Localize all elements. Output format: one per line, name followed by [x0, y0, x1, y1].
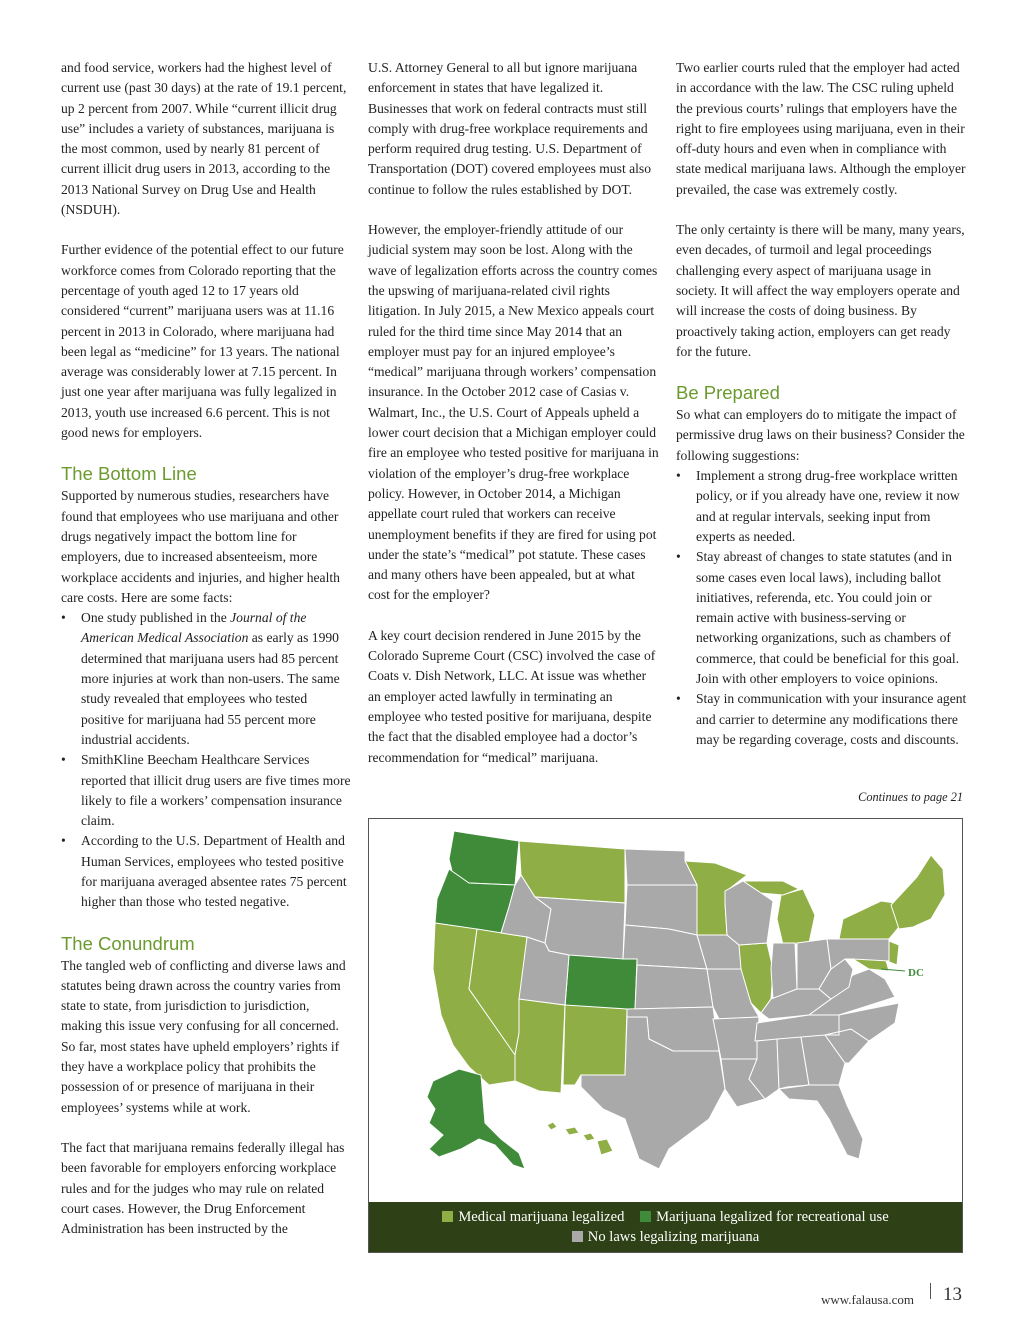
- state-new-mexico: [563, 1005, 627, 1085]
- paragraph: U.S. Attorney General to all but ignore marijuana enforcement in states that have legalized it. Businesses that work on federal contracts must still comply with drug-free workplace requirements and perform required drug testing. U.S. Department of Transportation (DOT) covered employees must also continue to follow the rules established by DOT.: [368, 60, 652, 197]
- list-item: • According to the U.S. Department of Health and Human Services, employees who tested positive for marijuana averaged absentee rates 75 percent higher than those who tested negative.: [61, 831, 353, 912]
- suggestions-list: [676, 466, 968, 750]
- legend-swatch-medical: [442, 1211, 453, 1222]
- state-florida: [779, 1085, 863, 1159]
- state-alaska: [427, 1069, 525, 1169]
- state-kansas: [635, 965, 713, 1009]
- list-item: • Stay in communication with your insurance agent and carrier to determine any modifications there may be regarding coverage, costs and discounts.: [676, 689, 968, 750]
- page-footer: [821, 1280, 962, 1306]
- heading-be-prepared: Be Prepared: [676, 382, 780, 404]
- website-url[interactable]: www.falausa.com: [820, 1292, 914, 1307]
- dc-label: DC: [908, 967, 924, 979]
- journal-title: Journal of the American Medical Association: [81, 610, 307, 646]
- paragraph: Further evidence of the potential effect to our future workforce comes from Colorado reporting that the percentage of youth aged 12 to 17 years old considered “current” marijuana users was at 11.16 percent in 2013 in Colorado, where marijuana had been legal as “medicine” for 13 years. The national average was considerably lower at 7.15 percent. In just one year after marijuana was fully legalized in 2013, youth use increased 6.6 percent. This is not good news for employers.: [61, 242, 344, 441]
- legend-swatch-recreational: [640, 1211, 651, 1222]
- page-number: 13: [943, 1284, 962, 1305]
- state-new-england: [891, 855, 945, 929]
- list-item: • One study published in the Journal of the American Medical Association as early as 1990 determined that marijuana users had 85 percent more injuries at work than non-users. The same study revealed that employees who tested positive for marijuana had 55 percent more industrial accidents.: [61, 608, 353, 750]
- state-hawaii: [547, 1122, 557, 1130]
- legend-item-medical: Medical marijuana legalized: [442, 1209, 624, 1225]
- column-2: [368, 58, 660, 788]
- paragraph: The only certainty is there will be many, many years, even decades, of turmoil and legal proceedings challenging every aspect of marijuana usage in society. It will affect the way employers operate and will increase the costs of doing business. By proactively taking action, employers can get ready for the future.: [676, 222, 965, 359]
- state-arkansas: [713, 1017, 759, 1059]
- column-1: [61, 58, 353, 1259]
- list-item: • Implement a strong drug-free workplace written policy, or if you already have one, review it now and at regular intervals, seeking input from experts as needed.: [676, 466, 968, 547]
- state-colorado: [565, 954, 637, 1011]
- paragraph: So what can employers do to mitigate the impact of permissive drug laws on their business? Consider the following suggestions:: [676, 407, 965, 463]
- paragraph: However, the employer-friendly attitude of our judicial system may soon be lost. Along with the wave of legalization efforts across the country comes the upswing of marijuana-related civil rights litigation. In July 2015, a New Mexico appeals court ruled for the third time since May 2014 that an employer must pay for an injured employee’s “medical” marijuana through workers’ compensation insurance. In the October 2012 case of Casias v. Walmart, Inc., the U.S. Court of Appeals upheld a lower court decision that a Michigan employer could fire an employee who tested positive for marijuana in violation of the employer’s drug-free workplace policy. However, in October 2014, a Michigan appellate court ruled that workers can receive unemployment benefits if they are fired for using pot under the state’s “medical” pot statute. These cases and many others have been appealed, but at what cost for the employer?: [368, 222, 659, 603]
- state-michigan: [777, 889, 815, 945]
- list-item: • SmithKline Beecham Healthcare Services reported that illicit drug users are five times more likely to file a workers’ compensation insurance claim.: [61, 750, 353, 831]
- paragraph: and food service, workers had the highest level of current use (past 30 days) at the rate of 19.1 percent, up 2 percent from 2007. While “current illicit drug use” includes a variety of substances, marijuana is the most common, used by nearly 81 percent of current illicit drug users in 2013, according to the 2013 National Survey on Drug Use and Health (NSDUH).: [61, 60, 347, 218]
- heading-bottom-line: The Bottom Line: [61, 463, 197, 485]
- paragraph: Two earlier courts ruled that the employer had acted in accordance with the law. The CSC ruling upheld the previous courts’ rulings that employers have the right to fire employees using marijuana, even in their off-duty hours and even when in compliance with state medical marijuana laws. Although the employer prevailed, the case was extremely costly.: [676, 60, 966, 197]
- state-montana: [519, 841, 625, 903]
- legend-item-recreational: Marijuana legalized for recreational use: [640, 1209, 889, 1225]
- us-marijuana-map-figure: [368, 818, 963, 1253]
- heading-conundrum: The Conundrum: [61, 932, 195, 954]
- legend-item-none: No laws legalizing marijuana: [572, 1229, 759, 1245]
- state-arizona: [515, 999, 565, 1093]
- state-hawaii-4: [597, 1139, 613, 1155]
- us-map: [369, 819, 963, 1204]
- paragraph: The fact that marijuana remains federally illegal has been favorable for employers enforcing workplace rules and for the judges who may rule on related court cases. However, the Drug Enforcement Administration has been instructed by the: [61, 1139, 345, 1237]
- paragraph: The tangled web of conflicting and diverse laws and statutes being drawn across the country varies from state to state, from jurisdiction to jurisdiction, making this issue very confusing for all concerned. So far, most states have upheld employers’ rights if they have a workplace policy that prohibits the possession of or presence of marijuana in their employees’ systems while at work.: [61, 957, 346, 1115]
- legend-swatch-none: [572, 1231, 583, 1242]
- facts-list: [61, 608, 353, 912]
- paragraph: A key court decision rendered in June 2015 by the Colorado Supreme Court (CSC) involved the case of Coats v. Dish Network, LLC. At issue was whether an employer acted lawfully in terminating an employee who tested positive for marijuana, despite the fact that the disabled employee had a doctor’s recommendation for “medical” marijuana.: [368, 627, 656, 765]
- state-north-dakota: [625, 849, 697, 885]
- state-new-york: [839, 901, 899, 939]
- paragraph: Supported by numerous studies, researchers have found that employees who use marijuana and other drugs negatively impact the bottom line for employers, due to increased absenteeism, more workplace accidents and injuries, and higher health care costs. Here are some facts:: [61, 488, 340, 605]
- list-item: • Stay abreast of changes to state statutes (and in some cases even local laws), including ballot initiatives, referenda, etc. You could join or remain active with business-serving or networking organizations, such as chambers of commerce, that could be beneficial for this goal. Join with other employers to voice opinions.: [676, 547, 968, 689]
- state-hawaii-3: [583, 1133, 595, 1141]
- footer-divider: [930, 1283, 931, 1299]
- continues-note: Continues to page 21: [858, 790, 963, 804]
- map-legend: [369, 1202, 962, 1252]
- column-3: [676, 58, 968, 770]
- state-hawaii-2: [565, 1127, 579, 1135]
